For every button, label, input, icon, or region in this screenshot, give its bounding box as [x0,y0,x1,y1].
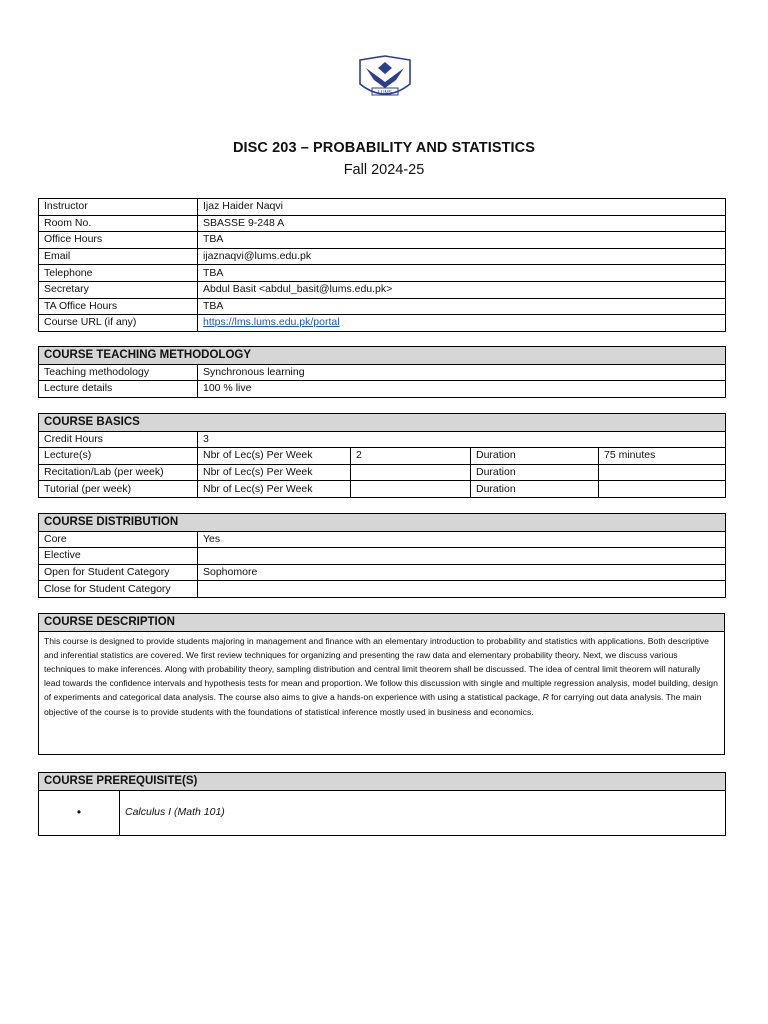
course-basics-table [38,413,726,498]
credit-hours-row [39,431,726,448]
info-value: TBA [198,298,726,315]
distribution-value [198,581,726,598]
distribution-row [39,581,726,598]
info-value: TBA [198,265,726,282]
methodology-value: 100 % live [198,381,726,398]
basics-nbr-label: Nbr of Lec(s) Per Week [198,464,351,481]
basics-nbr-label: Nbr of Lec(s) Per Week [198,448,351,465]
lums-logo [354,54,416,100]
info-label: Instructor [39,199,198,216]
basics-row-lecture [39,448,726,465]
methodology-label: Lecture details [39,381,198,398]
distribution-row [39,564,726,581]
info-row-room [39,215,726,232]
distribution-value [198,548,726,565]
course-distribution-table [38,513,726,598]
info-value: ijaznaqvi@lums.edu.pk [198,248,726,265]
info-value: SBASSE 9-248 A [198,215,726,232]
distribution-label: Core [39,531,198,548]
distribution-row [39,531,726,548]
info-label: Email [39,248,198,265]
methodology-row [39,364,726,381]
basics-duration-label: Duration [471,464,599,481]
basics-count [351,464,471,481]
info-label: Secretary [39,281,198,298]
basics-duration-value [599,481,726,498]
info-row-email [39,248,726,265]
methodology-value: Synchronous learning [198,364,726,381]
section-heading-distribution: COURSE DISTRIBUTION [39,514,726,532]
course-term: Fall 2024-25 [343,162,425,178]
bullet-icon: • [39,790,120,835]
course-url-link[interactable]: https://lms.lums.edu.pk/portal [203,316,340,329]
distribution-label: Open for Student Category [39,564,198,581]
info-row-course-url [39,315,726,332]
distribution-value: Sophomore [198,564,726,581]
course-prerequisites-table [38,772,726,836]
basics-row-recitation [39,464,726,481]
info-label: Course URL (if any) [39,315,198,332]
basics-count [351,481,471,498]
info-label: TA Office Hours [39,298,198,315]
logo-text: LUMS [378,90,392,96]
prerequisite-item [39,790,726,835]
methodology-label: Teaching methodology [39,364,198,381]
basics-row-tutorial [39,481,726,498]
teaching-methodology-table [38,346,726,398]
basics-duration-label: Duration [471,448,599,465]
info-row-instructor [39,199,726,216]
info-row-telephone [39,265,726,282]
info-label: Telephone [39,265,198,282]
info-label: Room No. [39,215,198,232]
info-row-secretary [39,281,726,298]
distribution-row [39,548,726,565]
course-title: DISC 203 – PROBABILITY AND STATISTICS [232,140,536,156]
section-heading-methodology: COURSE TEACHING METHODOLOGY [39,347,726,365]
distribution-label: Close for Student Category [39,581,198,598]
course-description-text: This course is designed to provide students majoring in management and finance with an elementary introduction to probability and statistics with applications. Both descriptive and inferential statistics are covered. We first review techniques for organizing and presenting the raw data and elementary probability theory. Next, we discuss various techniques to make inferences. Along with probability theory, sampling distribution and central limit theorem shall be discussed. The idea of central limit theorem will naturally lead towards the confidence intervals and hypothesis tests for mean and proportion. We follow this discussion with single and multiple regression analysis, model building, design of experiments and categorical data analysis. The course also aims to give a hands-on experience with using a statistical package, R for carrying out data analysis. The main objective of the course is to provide students with the foundations of statistical inference mostly used in business and economics. [39,631,725,754]
prerequisite-text: Calculus I (Math 101) [120,790,726,835]
basics-label: Recitation/Lab (per week) [39,464,198,481]
distribution-value: Yes [198,531,726,548]
credit-hours-label: Credit Hours [39,431,198,448]
course-description-table [38,613,725,755]
section-heading-basics: COURSE BASICS [39,414,726,432]
info-value: TBA [198,232,726,249]
info-row-ta-office-hours [39,298,726,315]
methodology-row [39,381,726,398]
section-heading-prerequisites: COURSE PREREQUISITE(S) [39,773,726,791]
basics-nbr-label: Nbr of Lec(s) Per Week [198,481,351,498]
basics-label: Tutorial (per week) [39,481,198,498]
basics-count: 2 [351,448,471,465]
basics-duration-label: Duration [471,481,599,498]
basics-duration-value: 75 minutes [599,448,726,465]
section-heading-description: COURSE DESCRIPTION [39,614,725,632]
info-label: Office Hours [39,232,198,249]
distribution-label: Elective [39,548,198,565]
info-row-office-hours [39,232,726,249]
info-value: Ijaz Haider Naqvi [198,199,726,216]
instructor-info-table [38,198,726,332]
basics-label: Lecture(s) [39,448,198,465]
r-package-name: R [542,692,549,703]
basics-duration-value [599,464,726,481]
info-value: Abdul Basit <abdul_basit@lums.edu.pk> [198,281,726,298]
credit-hours-value: 3 [198,431,726,448]
